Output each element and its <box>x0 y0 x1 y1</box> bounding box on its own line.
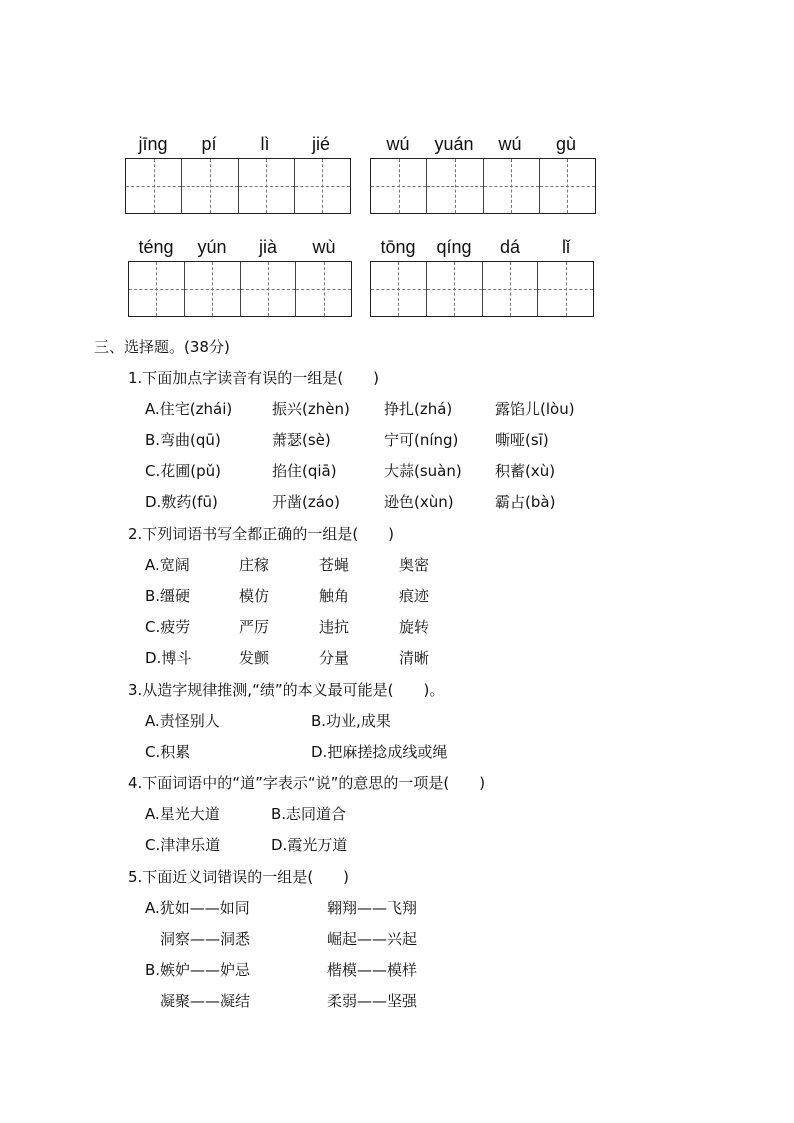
option-pair: 翱翔——飞翔 <box>327 899 418 917</box>
option[interactable]: 奥密 <box>399 556 430 574</box>
option[interactable]: 违抗 <box>319 618 350 636</box>
option[interactable]: B.嫉妒——妒忌 <box>145 961 251 979</box>
option-row <box>145 898 465 918</box>
option[interactable]: D.博斗 <box>145 649 192 667</box>
option[interactable]: A.星光大道 <box>145 805 220 823</box>
option-row <box>145 586 545 606</box>
option-row <box>145 711 545 731</box>
pinyin-syllable: téng <box>138 237 174 257</box>
option[interactable]: 嘶哑(sī) <box>495 431 549 449</box>
option-row <box>145 461 625 481</box>
option[interactable]: D.敷药(fū) <box>145 493 218 511</box>
option-row <box>145 430 625 450</box>
pinyin-group <box>370 134 596 158</box>
option-pair: 洞察——洞悉 <box>160 930 251 948</box>
pinyin-group <box>370 237 594 261</box>
writing-grid[interactable] <box>128 261 352 317</box>
option[interactable]: C.疲劳 <box>145 618 191 636</box>
option[interactable]: 积蓄(xù) <box>495 462 556 480</box>
pinyin-syllable: wú <box>386 134 410 154</box>
option-row <box>145 492 625 512</box>
option[interactable]: A.住宅(zhái) <box>145 400 233 418</box>
writing-grid[interactable] <box>125 158 351 214</box>
option[interactable]: 痕迹 <box>399 587 430 605</box>
question-stem: 4.下面词语中的“道”字表示“说”的意思的一项是( ) <box>128 774 486 792</box>
option[interactable]: 触角 <box>319 587 350 605</box>
option-row <box>145 929 465 949</box>
option-row <box>145 555 545 575</box>
option[interactable]: C.津津乐道 <box>145 836 221 854</box>
option[interactable]: 大蒜(suàn) <box>384 462 462 480</box>
section-title: 三、选择题。(38分) <box>94 338 230 356</box>
pinyin-group <box>128 237 352 261</box>
option-pair: 崛起——兴起 <box>327 930 418 948</box>
option[interactable]: B.志同道合 <box>271 805 347 823</box>
option[interactable]: 掐住(qiā) <box>272 462 337 480</box>
pinyin-group <box>125 134 351 158</box>
option[interactable]: D.霞光万道 <box>271 836 348 854</box>
option-row <box>145 960 465 980</box>
question-stem: 5.下面近义词错误的一组是( ) <box>128 868 350 886</box>
option[interactable]: 萧瑟(sè) <box>272 431 331 449</box>
option-row <box>145 617 545 637</box>
pinyin-syllable: gù <box>555 134 577 154</box>
pinyin-syllable: yún <box>197 237 227 257</box>
option[interactable]: B.功业,成果 <box>311 712 391 730</box>
pinyin-syllable: jié <box>311 134 330 154</box>
option[interactable]: 振兴(zhèn) <box>272 400 350 418</box>
pinyin-syllable: wù <box>312 237 336 257</box>
question-stem: 2.下列词语书写全都正确的一组是( ) <box>128 525 395 543</box>
option[interactable]: B.弯曲(qū) <box>145 431 221 449</box>
pinyin-syllable: jīng <box>138 134 168 154</box>
option[interactable]: 清晰 <box>399 649 430 667</box>
option[interactable]: A.宽阔 <box>145 556 190 574</box>
option[interactable]: D.把麻搓捻成线或绳 <box>311 743 448 761</box>
option[interactable]: A.犹如——如同 <box>145 899 250 917</box>
pinyin-syllable: tōng <box>380 237 416 257</box>
pinyin-syllable: qíng <box>436 237 472 257</box>
option[interactable]: 庄稼 <box>239 556 270 574</box>
option[interactable]: 宁可(níng) <box>384 431 459 449</box>
pinyin-syllable: pí <box>201 134 217 154</box>
option-row <box>145 991 465 1011</box>
option[interactable]: 分量 <box>319 649 350 667</box>
writing-grid[interactable] <box>370 261 594 317</box>
writing-grid[interactable] <box>370 158 596 214</box>
option[interactable]: 开凿(záo) <box>272 493 340 511</box>
option[interactable]: A.责怪别人 <box>145 712 220 730</box>
option[interactable]: B.缰硬 <box>145 587 191 605</box>
question-stem: 3.从造字规律推测,“绩”的本义最可能是( )。 <box>128 681 445 699</box>
pinyin-syllable: wú <box>498 134 522 154</box>
option-pair: 凝聚——凝结 <box>160 992 251 1010</box>
pinyin-syllable: lì <box>260 134 270 154</box>
option-pair: 柔弱——坚强 <box>327 992 418 1010</box>
option-row <box>145 648 545 668</box>
option-row <box>145 399 625 419</box>
option[interactable]: 挣扎(zhá) <box>384 400 453 418</box>
pinyin-syllable: jià <box>258 237 277 257</box>
option[interactable]: 露馅儿(lòu) <box>495 400 575 418</box>
option[interactable]: C.积累 <box>145 743 191 761</box>
option-pair: 楷模——模样 <box>327 961 418 979</box>
option[interactable]: 逊色(xùn) <box>384 493 454 511</box>
pinyin-syllable: lǐ <box>562 237 570 257</box>
option[interactable]: 严厉 <box>239 618 270 636</box>
option[interactable]: 模仿 <box>239 587 270 605</box>
option[interactable]: 苍蝇 <box>319 556 350 574</box>
option-row <box>145 835 445 855</box>
option-row <box>145 804 445 824</box>
pinyin-syllable: dá <box>499 237 521 257</box>
option[interactable]: 发颤 <box>239 649 270 667</box>
pinyin-syllable: yuán <box>434 134 474 154</box>
option-row <box>145 742 545 762</box>
option[interactable]: 旋转 <box>399 618 430 636</box>
option[interactable]: 霸占(bà) <box>495 493 556 511</box>
option[interactable]: C.花圃(pǔ) <box>145 462 221 480</box>
question-stem: 1.下面加点字读音有误的一组是( ) <box>128 369 380 387</box>
